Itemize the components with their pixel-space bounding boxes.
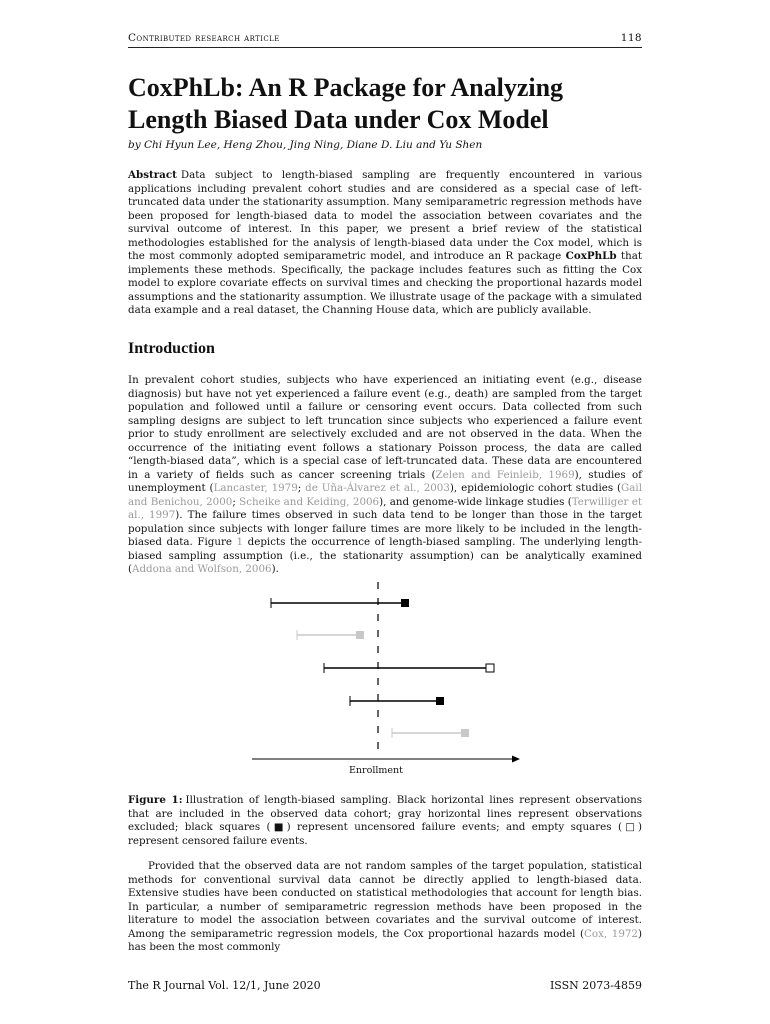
- intro-text: ;: [232, 495, 240, 508]
- body-text: ) has been the most commonly: [128, 927, 642, 953]
- intro-text: ;: [297, 482, 306, 494]
- citation-link[interactable]: Scheike and Keiding, 2006: [239, 495, 380, 508]
- abstract-text-1: Data subject to length-biased sampling are frequently encountered in various applications including prevalent cohort studies and are considered as a special case of left-truncated data under the stationarity assumption. Many semiparametric regression methods have been proposed for length-biased data to model the association between covariates and the survival outcome of interest. In this paper, we present a brief review of the statistical methodologies established for the analysis of length-biased data under the Cox model, which is the most commonly adopted semiparametric model, and introduce an R package: [128, 169, 642, 262]
- body-text: Provided that the observed data are not random samples of the target population, statistical methods for conventional survival data cannot be directly applied to length-biased data. Extensive studies have been conducted on statistical methodologies that account for length bias. In particular, a number of semiparametric regression methods have been proposed in the literature to model the association between covariates and the survival outcome of interest. Among the semiparametric regression models, the Cox proportional hazards model (: [128, 860, 642, 940]
- intro-text: ).: [271, 563, 279, 575]
- intro-text: In prevalent cohort studies, subjects who have experienced an initiating event (e.g., disease diagnosis) but have not yet experienced a failure event (e.g., death) are sampled from the target population and followed until a failure or censoring event occurs. Data collected from such sampling designs are subject to left truncation since subjects who experienced a failure event prior to study enrollment are selectively excluded and are not observed in the data. When the occurrence of the initiating event follows a stationary Poisson process, the data are called “length-biased data”, which is a special case of left-truncated data. These data are encountered in a variety of fields such as cancer screening trials (: [128, 374, 642, 481]
- excluded-failure-square: [356, 631, 364, 639]
- excluded-failure-square: [461, 729, 469, 737]
- caption-text: Illustration of length-biased sampling. Black horizontal lines represent observations that are included in the observed data cohort; gray horizontal lines represent observations excluded; black squares (■) represent uncensored failure events; and empty squares (□) represent censored failure events.: [128, 794, 643, 847]
- citation-link[interactable]: Addona and Wolfson, 2006: [132, 563, 272, 575]
- journal-info: The R Journal Vol. 12/1, June 2020: [128, 979, 321, 992]
- censored-failure-square: [486, 664, 494, 672]
- package-name: CoxPhLb: [565, 250, 617, 262]
- paper-title: CoxPhLb: An R Package for Analyzing Length Biased Data under Cox Model: [128, 73, 564, 134]
- caption-label: Figure 1:: [128, 794, 183, 806]
- intro-text: ), and genome-wide linkage studies (: [379, 495, 572, 508]
- intro-text: ). The failure times observed in such data tend to be longer than those in the target population since subjects with longer failure times are more likely to be included in the length-biased data. Figure: [128, 509, 642, 548]
- intro-text: depicts the occurrence of length-biased sampling. The underlying length-biased sampling assumption (i.e., the stationarity assumption) can be analytically examined (: [128, 536, 642, 575]
- author-list: by Chi Hyun Lee, Heng Zhou, Jing Ning, Diane D. Liu and Yu Shen: [128, 139, 483, 151]
- intro-text: ), studies of unemployment (: [128, 468, 642, 494]
- time-axis-arrowhead: [512, 756, 520, 763]
- figure-reference-link[interactable]: 1: [236, 536, 244, 548]
- figure-axis-label: Enrollment: [349, 765, 403, 776]
- section-heading-introduction: Introduction: [128, 340, 215, 357]
- uncensored-failure-square: [401, 599, 409, 607]
- citation-link[interactable]: Cox, 1972: [584, 927, 638, 940]
- header-rule: [128, 47, 642, 48]
- intro-text: ), epidemiologic cohort studies (: [449, 482, 622, 494]
- abstract-text-2: that implements these methods. Specifically, the package includes features such as fitting the Cox model to explore covariate effects on survival times and checking the proportional hazards model assumptions and the stationarity assumption. We illustrate usage of the package with a simulated data example and a real dataset, the Channing House data, which are publicly available.: [128, 250, 642, 316]
- intro-paragraph: [128, 374, 642, 577]
- citation-link[interactable]: Zelen and Feinleib, 1969: [435, 468, 575, 481]
- issn: ISSN 2073-4859: [549, 979, 642, 992]
- uncensored-failure-square: [436, 697, 444, 705]
- body-paragraph: [128, 860, 642, 955]
- abstract: [128, 169, 642, 318]
- citation-link[interactable]: Terwilliger et al., 1997: [128, 495, 642, 521]
- citation-link[interactable]: Gail and Benichou, 2000: [128, 482, 642, 508]
- citation-link[interactable]: Lancaster, 1979: [213, 482, 298, 494]
- page-number: 118: [620, 32, 642, 44]
- length-biased-sampling-figure: [240, 578, 530, 783]
- abstract-label: Abstract: [128, 169, 177, 181]
- figure-caption: [128, 794, 642, 848]
- citation-link[interactable]: de Uña-Álvarez et al., 2003: [305, 482, 450, 494]
- header-article-type: Contributed research article: [128, 32, 280, 44]
